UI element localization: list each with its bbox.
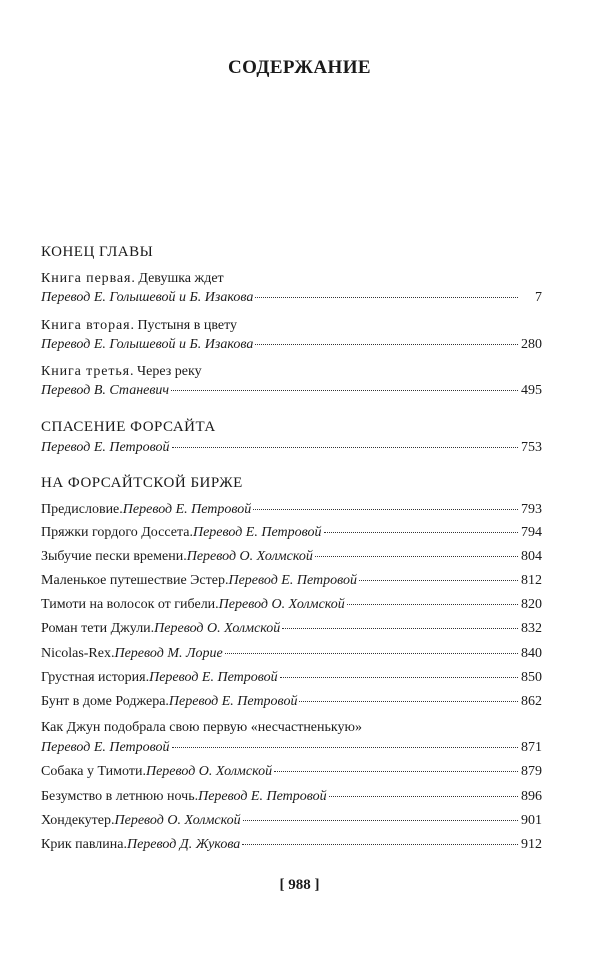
translator-credit: Перевод Е. Голышевой и Б. Изакова <box>41 337 254 352</box>
page-number: 912 <box>521 837 542 852</box>
dot-leader <box>324 532 519 533</box>
toc-entry-9 <box>41 694 542 714</box>
page-number: 794 <box>521 525 542 540</box>
translator-credit: Перевод Е. Петровой <box>149 670 278 685</box>
translator-credit: Перевод О. Холмской <box>114 813 241 828</box>
toc-entry-13 <box>41 813 542 833</box>
toc-book-1-title: Книга первая. Девушка ждет <box>41 271 224 286</box>
entry-title: Пряжки гордого Доссета. <box>41 525 193 540</box>
dot-leader <box>255 297 518 298</box>
toc-entry-8 <box>41 670 542 690</box>
translator-credit: Перевод Е. Петровой <box>41 440 170 455</box>
toc-book-2-entry <box>41 337 542 357</box>
entry-title: Зыбучие пески времени. <box>41 549 187 564</box>
page-number: 793 <box>521 502 542 517</box>
page-number: 862 <box>521 694 542 709</box>
section-heading-2: СПАСЕНИЕ ФОРСАЙТА <box>41 419 216 435</box>
entry-title: Собака у Тимоти. <box>41 764 146 779</box>
translator-credit: Перевод Д. Жукова <box>126 837 241 852</box>
page-number: 840 <box>521 646 542 661</box>
toc-book-2-title: Книга вторая. Пустыня в цвету <box>41 318 237 333</box>
page-number: 871 <box>521 740 542 755</box>
page-number: 280 <box>521 337 542 352</box>
translator-credit: Перевод О. Холмской <box>218 597 345 612</box>
entry-title: Роман тети Джули. <box>41 621 155 636</box>
entry-title: Предисловие. <box>41 502 123 517</box>
toc-entry-1 <box>41 502 542 522</box>
entry-title: Маленькое путешествие Эстер. <box>41 573 229 588</box>
dot-leader <box>242 844 518 845</box>
toc-entry-3 <box>41 549 542 569</box>
dot-leader <box>274 771 518 772</box>
toc-section-2-entry <box>41 440 542 460</box>
dot-leader <box>225 653 518 654</box>
toc-entry-10-title: Как Джун подобрала свою первую «несчастненькую» <box>41 720 362 735</box>
toc-entry-5 <box>41 597 542 617</box>
page-number: 879 <box>521 764 542 779</box>
translator-credit: Перевод М. Лорие <box>114 646 223 661</box>
toc-entry-6 <box>41 621 542 641</box>
entry-title: Безумство в летнюю ночь. <box>41 789 199 804</box>
page-number: 896 <box>521 789 542 804</box>
entry-title: Тимоти на волосок от гибели. <box>41 597 219 612</box>
page-number: 495 <box>521 383 542 398</box>
translator-credit: Перевод Е. Петровой <box>228 573 357 588</box>
toc-entry-7 <box>41 646 542 666</box>
dot-leader <box>280 677 518 678</box>
translator-credit: Перевод О. Холмской <box>145 764 273 779</box>
entry-title: Бунт в доме Роджера. <box>41 694 169 709</box>
section-heading-1: КОНЕЦ ГЛАВЫ <box>41 244 154 260</box>
page-number: 820 <box>521 597 542 612</box>
dot-leader <box>347 604 518 605</box>
toc-entry-10 <box>41 740 542 760</box>
entry-title: Nicolas-Rex. <box>41 646 115 661</box>
page-folio: [ 988 ] <box>279 877 320 893</box>
dot-leader <box>171 390 518 391</box>
toc-entry-11 <box>41 764 542 784</box>
page-number: 832 <box>521 621 542 636</box>
dot-leader <box>253 509 518 510</box>
translator-credit: Перевод Е. Петровой <box>192 525 322 540</box>
page-title: СОДЕРЖАНИЕ <box>228 57 371 78</box>
translator-credit: Перевод Е. Голышевой и Б. Изакова <box>41 290 254 305</box>
translator-credit: Перевод О. Холмской <box>154 621 281 636</box>
page-number: 753 <box>521 440 542 455</box>
toc-entry-14 <box>41 837 542 857</box>
translator-credit: Перевод Е. Петровой <box>41 740 170 755</box>
toc-entry-4 <box>41 573 542 593</box>
translator-credit: Перевод Е. Петровой <box>168 694 298 709</box>
dot-leader <box>299 701 518 702</box>
dot-leader <box>282 628 518 629</box>
toc-entry-12 <box>41 789 542 809</box>
toc-entry-2 <box>41 525 542 545</box>
translator-credit: Перевод О. Холмской <box>186 549 313 564</box>
translator-credit: Перевод Е. Петровой <box>122 502 252 517</box>
page-number: 901 <box>521 813 542 828</box>
entry-title: Крик павлина. <box>41 837 127 852</box>
page-number: 804 <box>521 549 542 564</box>
toc-book-3-entry <box>41 383 542 403</box>
dot-leader <box>329 796 518 797</box>
dot-leader <box>172 747 518 748</box>
entry-title: Хондекутер. <box>41 813 115 828</box>
dot-leader <box>172 447 518 448</box>
translator-credit: Перевод В. Станевич <box>41 383 170 398</box>
toc-book-1-entry <box>41 290 542 310</box>
page-number: 850 <box>521 670 542 685</box>
page-number: 7 <box>535 290 542 305</box>
dot-leader <box>315 556 518 557</box>
entry-title: Грустная история. <box>41 670 150 685</box>
section-heading-3: НА ФОРСАЙТСКОЙ БИРЖЕ <box>41 475 243 491</box>
dot-leader <box>255 344 518 345</box>
translator-credit: Перевод Е. Петровой <box>198 789 327 804</box>
toc-book-3-title: Книга третья. Через реку <box>41 364 202 379</box>
dot-leader <box>243 820 518 821</box>
dot-leader <box>359 580 518 581</box>
page-number: 812 <box>521 573 542 588</box>
